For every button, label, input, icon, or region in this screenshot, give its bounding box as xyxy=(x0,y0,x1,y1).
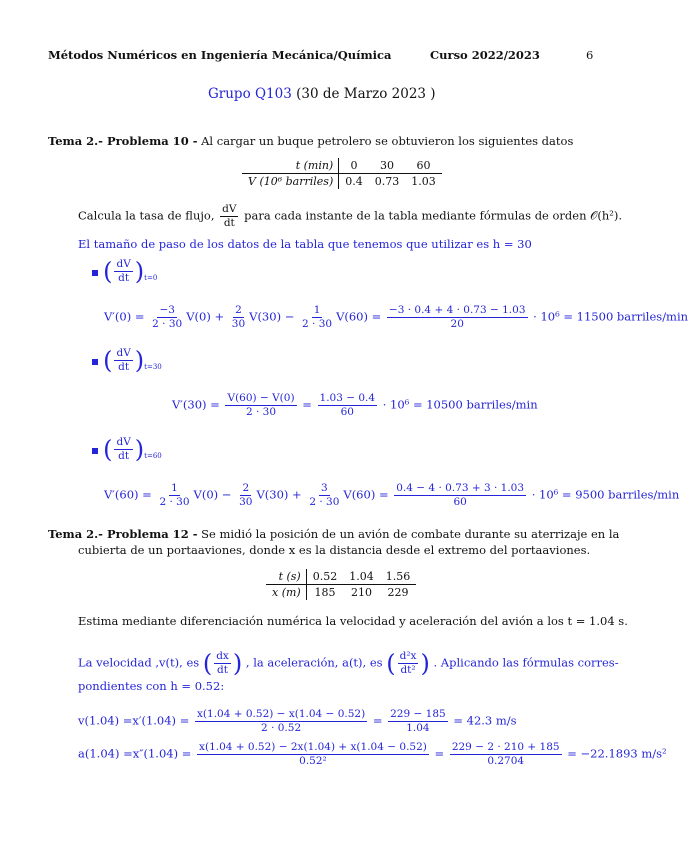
frac-num: d²x xyxy=(399,650,417,662)
frac-num: dx xyxy=(216,650,229,662)
problem-10-table xyxy=(242,158,442,189)
group-heading xyxy=(208,86,436,102)
frac xyxy=(150,304,184,331)
frac-den: 60 xyxy=(340,406,354,418)
eq-lhs: V′(30) = xyxy=(172,397,220,412)
frac-den: 30 xyxy=(231,318,246,330)
problem-12-text-1: Se midió la posición de un avión de combate durante su aterrizaje en la xyxy=(201,527,620,541)
paren-close: ) xyxy=(420,649,430,678)
bullet-derivative-t30 xyxy=(92,347,162,374)
frac xyxy=(230,304,247,331)
table-cell: 1.04 xyxy=(343,569,380,585)
frac xyxy=(307,482,341,509)
frac-num: 229 − 2 · 210 + 185 xyxy=(451,741,560,753)
eq-term: = xyxy=(372,713,383,728)
frac xyxy=(398,650,419,677)
frac-num: 2 xyxy=(242,482,250,494)
eq-term: = xyxy=(302,397,312,412)
running-header-title: Métodos Numéricos en Ingeniería Mecánica/Química xyxy=(48,48,392,62)
equation-v-prime-60 xyxy=(104,482,679,509)
eval-subscript: t=30 xyxy=(144,363,162,372)
frac-den: 1.04 xyxy=(406,722,430,734)
frac-den: 2 · 30 xyxy=(309,496,340,508)
frac xyxy=(318,392,378,419)
frac-den: dt xyxy=(118,272,130,284)
step-size-note: El tamaño de paso de los datos de la tabla que tenemos que utilizar es h = 30 xyxy=(78,237,532,251)
instruction-text-a: Calcula la tasa de flujo, xyxy=(78,208,215,223)
table-cell: 0 xyxy=(339,158,369,174)
answer-text: . Aplicando las fórmulas corres- xyxy=(433,655,619,670)
frac-den: 30 xyxy=(239,496,253,508)
eq-result: · 10⁶ = 9500 barriles/min xyxy=(531,487,680,502)
frac xyxy=(394,482,526,509)
bullet-icon xyxy=(92,448,98,454)
frac-num: dV xyxy=(116,436,131,448)
bullet-derivative-t0 xyxy=(92,258,157,285)
eq-result: = −22.1893 m/s² xyxy=(567,746,667,761)
running-header-course: Curso 2022/2023 xyxy=(430,48,540,62)
frac-num: dV xyxy=(116,258,131,270)
eq-term: V(60) = xyxy=(336,309,382,324)
eq-lhs: V′(60) = xyxy=(104,487,152,502)
derivative-fraction xyxy=(114,436,132,463)
table-cell: 1.56 xyxy=(380,569,417,585)
frac xyxy=(197,741,429,768)
problem-12-question: Estima mediante diferenciación numérica la velocidad y aceleración del avión a los t = 1.04 s. xyxy=(78,614,628,628)
derivative-fraction xyxy=(220,203,238,230)
eq-term: V(30) − xyxy=(249,309,295,324)
frac-den: 2 · 30 xyxy=(245,406,277,418)
paren-close: ) xyxy=(134,346,145,375)
eq-lhs: a(1.04) =x″(1.04) = xyxy=(78,746,192,761)
frac xyxy=(195,708,367,735)
eq-result: · 10⁶ = 10500 barriles/min xyxy=(382,397,538,412)
table-cell: 229 xyxy=(387,586,409,599)
paren-open: ( xyxy=(202,649,213,678)
frac-den: dt xyxy=(118,361,130,373)
eq-result: = 42.3 m/s xyxy=(453,713,517,728)
bullet-icon xyxy=(92,270,98,276)
table-cell: 210 xyxy=(350,586,372,599)
table-cell: 0.52 xyxy=(306,569,343,585)
eval-subscript: t=60 xyxy=(144,452,162,461)
eq-term: V(0) + xyxy=(186,309,225,324)
frac-den: 20 xyxy=(450,318,464,330)
problem-12-text-2: cubierta de un portaaviones, donde x es la distancia desde el extremo del portaaviones. xyxy=(78,543,591,557)
paren-close: ) xyxy=(232,649,243,678)
bullet-derivative-t60 xyxy=(92,436,162,463)
frac xyxy=(300,304,334,331)
eval-subscript: t=0 xyxy=(144,274,158,283)
frac-den: dt² xyxy=(400,664,416,676)
frac-num: dV xyxy=(116,347,131,359)
table-cell: 60 xyxy=(405,158,442,174)
frac-num: 1.03 − 0.4 xyxy=(319,392,376,404)
frac-num: 3 xyxy=(321,482,328,494)
eq-result: · 10⁶ = 11500 barriles/min xyxy=(533,309,688,324)
frac-den: dt xyxy=(217,664,228,676)
frac-den: 2 · 30 xyxy=(302,318,333,330)
problem-10-title: Tema 2.- Problema 10 - xyxy=(48,134,198,148)
table-row-label: t (min) xyxy=(242,158,339,174)
frac-num: 0.4 − 4 · 0.73 + 3 · 1.03 xyxy=(396,482,525,494)
eq-term: = xyxy=(434,746,445,761)
group-name: Grupo Q103 xyxy=(208,86,292,102)
frac-num: x(1.04 + 0.52) − x(1.04 − 0.52) xyxy=(197,708,366,720)
frac-num: −3 xyxy=(159,304,175,316)
frac-den: 60 xyxy=(453,496,467,508)
answer-text: , la aceleración, a(t), es xyxy=(245,655,383,670)
frac-den: dt xyxy=(223,217,235,229)
equation-v-prime-0 xyxy=(104,304,688,331)
equation-velocity xyxy=(78,708,517,735)
equation-v-prime-30 xyxy=(172,392,538,419)
eq-term: V(30) + xyxy=(256,487,302,502)
frac xyxy=(157,482,191,509)
instruction-text-b: para cada instante de la tabla mediante fórmulas de orden 𝒪(h²). xyxy=(244,208,623,223)
paren-open: ( xyxy=(103,257,113,286)
paren-open: ( xyxy=(103,435,113,464)
derivative-fraction xyxy=(114,347,132,374)
bullet-icon xyxy=(92,359,98,365)
eq-lhs: V′(0) = xyxy=(104,309,145,324)
derivative-fraction xyxy=(114,258,132,285)
table-cell: 30 xyxy=(369,158,406,174)
page-number: 6 xyxy=(586,48,594,62)
paren-open: ( xyxy=(386,649,396,678)
table-row-label: V (10⁶ barriles) xyxy=(242,174,339,190)
frac-den: 2 · 30 xyxy=(159,496,190,508)
eq-lhs: v(1.04) =x′(1.04) = xyxy=(78,713,190,728)
frac-den: dt xyxy=(118,450,130,462)
problem-10-instruction xyxy=(78,203,622,230)
frac-num: 1 xyxy=(171,482,178,494)
problem-12-table xyxy=(266,569,416,600)
problem-12-title: Tema 2.- Problema 12 - xyxy=(48,527,198,541)
problem-12-statement xyxy=(48,527,619,541)
problem-12-answer-line2: pondientes con h = 0.52: xyxy=(78,679,225,693)
problem-12-answer-intro xyxy=(78,650,619,677)
frac-num: −3 · 0.4 + 4 · 0.73 − 1.03 xyxy=(388,304,526,316)
frac-num: V(60) − V(0) xyxy=(227,392,295,404)
frac-den: 2 · 30 xyxy=(152,318,183,330)
table-row-label: x (m) xyxy=(266,585,306,601)
eq-term: V(0) − xyxy=(193,487,232,502)
frac-num: 2 xyxy=(235,304,242,316)
eq-term: V(60) = xyxy=(343,487,389,502)
frac-den: 2 · 0.52 xyxy=(261,722,302,734)
frac xyxy=(450,741,562,768)
problem-10-text: Al cargar un buque petrolero se obtuvieron los siguientes datos xyxy=(201,134,574,148)
frac-den: 0.2704 xyxy=(487,755,525,767)
frac-num: 229 − 185 xyxy=(390,708,446,720)
group-date: (30 de Marzo 2023 ) xyxy=(296,86,436,102)
table-cell: 1.03 xyxy=(411,175,436,188)
answer-text: La velocidad ,v(t), es xyxy=(78,655,200,670)
paren-close: ) xyxy=(134,257,145,286)
frac xyxy=(214,650,231,677)
frac xyxy=(225,392,296,419)
table-cell: 0.73 xyxy=(374,175,400,188)
frac-num: dV xyxy=(222,203,237,215)
paren-close: ) xyxy=(134,435,145,464)
equation-acceleration xyxy=(78,741,667,768)
frac xyxy=(388,708,448,735)
paren-open: ( xyxy=(103,346,113,375)
table-cell: 185 xyxy=(314,586,336,599)
frac-num: x(1.04 + 0.52) − 2x(1.04) + x(1.04 − 0.52) xyxy=(199,741,427,753)
table-cell: 0.4 xyxy=(345,175,363,188)
frac xyxy=(237,482,254,509)
problem-10-statement xyxy=(48,134,573,148)
frac-den: 0.52² xyxy=(299,755,327,767)
frac-num: 1 xyxy=(313,304,321,316)
frac xyxy=(387,304,528,331)
table-row-label: t (s) xyxy=(266,569,306,585)
